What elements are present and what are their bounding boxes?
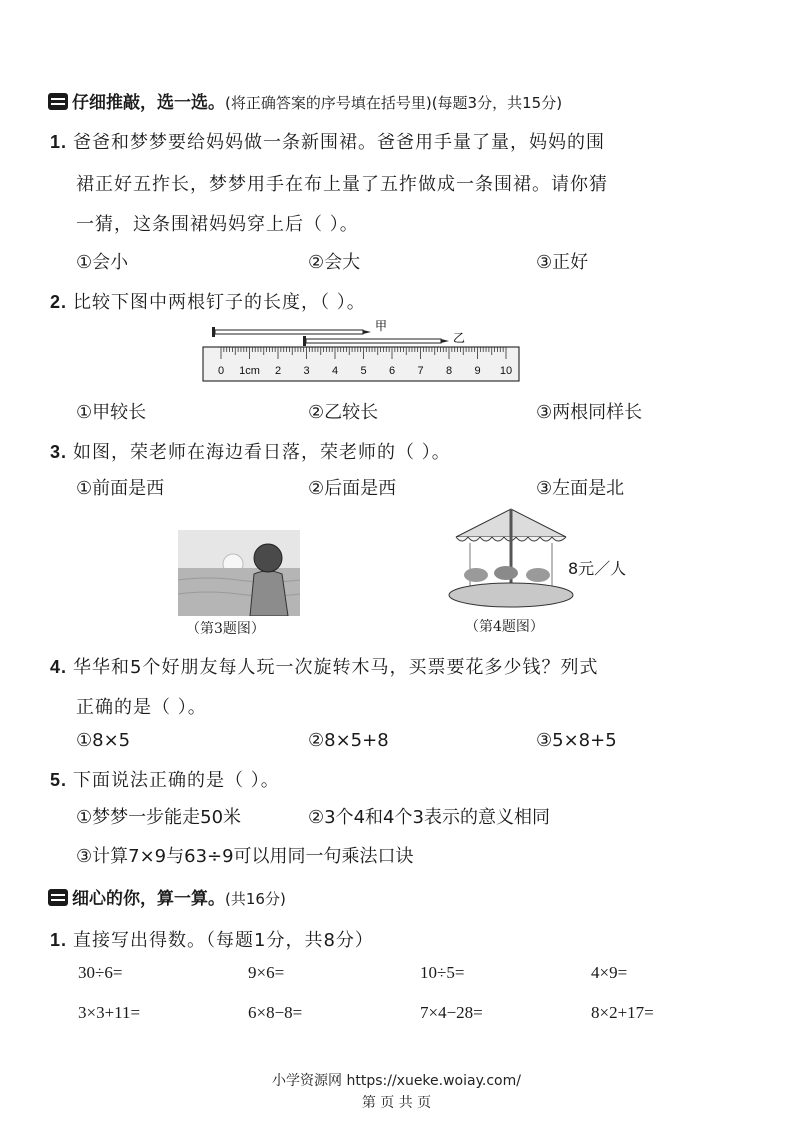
q2-option-3: ③两根同样长 [536,402,643,423]
section-title-text: 仔细推敲，选一选。 [72,93,225,113]
ruler-label: 9 [474,365,481,377]
calc-item: 9×6= [248,963,285,982]
ruler-label: 2 [274,365,282,377]
ruler-label: 1cm [239,365,260,377]
carousel-horse [494,566,518,580]
question-1-line2: 裙正好五拃长，梦梦用手在布上量了五拃做成一条围裙。请你猜 [76,174,608,195]
nail-jia-head [212,327,215,337]
ruler-label: 6 [388,365,396,377]
carousel-price: 8元／人 [568,559,627,578]
question-text: 华华和5个好朋友每人玩一次旋转木马，买票要花多少钱？列式 [73,657,599,678]
ruler-figure [195,318,525,384]
ruler-label: 8 [445,365,453,377]
footer-site: 小学资源网 https://xueke.woiay.com/ [272,1073,521,1089]
question-1-line1 [50,128,605,154]
question-number: 1. [50,132,68,152]
section-title-text: 细心的你，算一算。 [72,889,225,909]
ruler-label: 3 [303,365,310,377]
question-4-line2: 正确的是（ ）。 [76,697,207,718]
sunset-illustration [178,530,300,616]
question-number: 2. [50,292,68,312]
question-text: 如图，荣老师在海边看日落，荣老师的（ ）。 [73,442,451,463]
q2-option-1: ①甲较长 [76,402,147,423]
question-3 [50,438,451,464]
q1-option-3: ③正好 [536,252,589,273]
carousel-horse [526,568,550,582]
nail-yi-tip [441,339,449,343]
figure-4-caption: （第4题图） [465,619,544,635]
q5-option-2: ②3个4和4个3表示的意义相同 [308,807,550,828]
label-jia: 甲 [375,319,388,333]
ruler-label: 7 [417,365,424,377]
section-note: (将正确答案的序号填在括号里)(每题3分，共15分) [225,94,563,112]
question-text: 比较下图中两根钉子的长度，（ ）。 [73,292,366,313]
question-text: 爸爸和梦梦要给妈妈做一条新围裙。爸爸用手量了量，妈妈的围 [73,132,606,153]
question-number: 4. [50,657,68,677]
q3-option-3: ③左面是北 [536,478,625,499]
calc-item: 6×8−8= [248,1003,303,1022]
section-three-icon [48,889,68,906]
ruler-label: 10 [499,365,513,377]
q4-option-1: ①8×5 [76,730,131,751]
section-two-icon [48,93,68,110]
calc-item: 3×3+11= [78,1003,141,1022]
q4-option-3: ③5×8+5 [536,730,617,751]
nail-yi [306,339,441,343]
q3-option-2: ②后面是西 [308,478,397,499]
question-text: 下面说法正确的是（ ）。 [73,770,280,791]
ruler-label: 4 [331,365,339,377]
calc-question-1 [50,926,374,952]
q4-option-2: ②8×5+8 [308,730,389,751]
carousel-illustration [446,503,576,613]
question-2 [50,288,366,314]
calc-item: 8×2+17= [591,1003,654,1022]
nail-yi-head [303,336,306,346]
q1-option-1: ①会小 [76,252,129,273]
ruler-label: 5 [360,365,367,377]
calc-item: 30÷6= [78,963,123,982]
q3-option-1: ①前面是西 [76,478,165,499]
q2-option-2: ②乙较长 [308,402,379,423]
person-head [254,544,282,572]
question-number: 3. [50,442,68,462]
section-note: (共16分) [225,890,286,908]
q5-option-3: ③计算7×9与63÷9可以用同一句乘法口诀 [76,846,414,867]
footer-page: 第 页 共 页 [361,1095,432,1111]
nail-jia-tip [363,330,371,334]
carousel-horse [464,568,488,582]
question-4-line1 [50,653,598,679]
q5-option-1: ①梦梦一步能走50米 [76,807,242,828]
section-title [48,88,562,113]
ruler-label: 0 [217,365,225,377]
question-number: 5. [50,770,68,790]
label-yi: 乙 [453,331,466,345]
nail-jia [215,330,363,334]
carousel-base [449,583,573,607]
question-text: 直接写出得数。（每题1分，共8分） [73,930,374,951]
calc-item: 7×4−28= [420,1003,483,1022]
calc-item: 10÷5= [420,963,465,982]
calc-item: 4×9= [591,963,628,982]
person-body [250,571,288,616]
q1-option-2: ②会大 [308,252,361,273]
question-1-line3: 一猜，这条围裙妈妈穿上后（ ）。 [76,214,359,235]
question-number: 1. [50,930,68,950]
figure-3-caption: （第3题图） [186,621,265,637]
question-5 [50,766,280,792]
section-title [48,884,286,909]
